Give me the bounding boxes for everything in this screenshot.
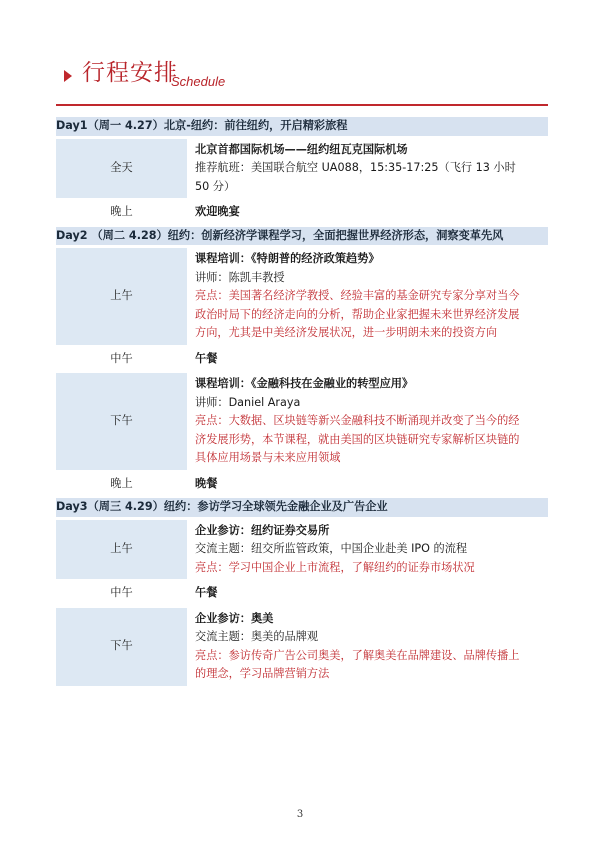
schedule-row xyxy=(56,582,548,605)
activity-detail: 讲师：Daniel Araya xyxy=(195,395,301,409)
activity-detail: 讲师：陈凯丰教授 xyxy=(195,270,285,284)
schedule-row xyxy=(56,348,548,371)
activity-detail: 推荐航班：美国联合航空 UA088，15:35-17:25（飞行 13 小时 xyxy=(195,161,516,174)
activity-cell xyxy=(187,608,548,686)
section-subtitle: Schedule xyxy=(171,74,226,89)
schedule-row xyxy=(56,608,548,686)
time-slot: 下午 xyxy=(56,373,187,470)
activity-title: 欢迎晚宴 xyxy=(195,205,240,218)
time-slot: 全天 xyxy=(56,139,187,199)
schedule-row xyxy=(56,139,548,199)
day-heading: Day1（周一 4.27）北京-纽约：前往纽约，开启精彩旅程 xyxy=(56,117,548,136)
activity-detail: 交流主题：奥美的品牌观 xyxy=(195,630,319,643)
activity-title: 企业参访：纽约证券交易所 xyxy=(195,523,330,537)
activity-title: 课程培训：《金融科技在金融业的转型应用》 xyxy=(195,377,414,390)
highlight-text: 政治时局下的经济走向的分析，帮助企业家把握未来世界经济发展 xyxy=(195,307,520,321)
activity-title: 午餐 xyxy=(195,351,218,365)
highlight-text: 亮点：参访传奇广告公司奥美，了解奥美在品牌建设、品牌传播上 xyxy=(195,648,520,662)
activity-cell xyxy=(187,582,548,605)
section-header xyxy=(64,58,544,94)
page-number: 3 xyxy=(296,809,304,820)
schedule-row xyxy=(56,473,548,496)
activity-title: 北京首都国际机场——纽约纽瓦克国际机场 xyxy=(195,142,408,156)
schedule-row xyxy=(56,520,548,580)
time-slot: 晚上 xyxy=(56,201,187,224)
activity-cell xyxy=(187,201,548,224)
activity-detail: 交流主题：纽交所监管政策，中国企业赴美 IPO 的流程 xyxy=(195,542,468,555)
highlight-text: 济发展形势，本节课程，就由美国的区块链研究专家解析区块链的 xyxy=(195,432,520,446)
activity-title: 课程培训：《特朗普的经济政策趋势》 xyxy=(195,252,380,265)
schedule-table xyxy=(56,114,548,689)
day-heading-row xyxy=(56,117,548,136)
header-divider xyxy=(56,104,548,106)
activity-cell xyxy=(187,373,548,470)
activity-cell xyxy=(187,248,548,345)
activity-detail: 50 分） xyxy=(195,179,236,193)
highlight-text: 亮点：美国著名经济学教授、经验丰富的基金研究专家分享对当今 xyxy=(195,289,520,302)
schedule-row xyxy=(56,373,548,470)
schedule-row xyxy=(56,201,548,224)
highlight-text: 的理念，学习品牌营销方法 xyxy=(195,667,330,680)
activity-cell xyxy=(187,348,548,371)
day-heading-row xyxy=(56,227,548,246)
highlight-text: 具体应用场景与未来应用领域 xyxy=(195,451,341,464)
activity-title: 晚餐 xyxy=(195,476,218,490)
time-slot: 中午 xyxy=(56,582,187,605)
highlight-text: 亮点：大数据、区块链等新兴金融科技不断涌现并改变了当今的经 xyxy=(195,414,520,427)
highlight-text: 亮点：学习中国企业上市流程，了解纽约的证券市场状况 xyxy=(195,560,475,574)
schedule-row xyxy=(56,248,548,345)
activity-cell xyxy=(187,520,548,580)
highlight-text: 方向，尤其是中美经济发展状况，进一步明朗未来的投资方向 xyxy=(195,326,498,339)
day-heading: Day3（周三 4.29）纽约：参访学习全球领先金融企业及广告企业 xyxy=(56,498,548,517)
day-heading-row xyxy=(56,498,548,517)
time-slot: 下午 xyxy=(56,608,187,686)
time-slot: 中午 xyxy=(56,348,187,371)
activity-title: 午餐 xyxy=(195,586,218,599)
day-heading: Day2 （周二 4.28）纽约：创新经济学课程学习，全面把握世界经济形态，洞察变革先风 xyxy=(56,227,548,246)
time-slot: 上午 xyxy=(56,520,187,580)
activity-cell xyxy=(187,473,548,496)
time-slot: 上午 xyxy=(56,248,187,345)
activity-title: 企业参访：奥美 xyxy=(195,611,274,625)
section-title: 行程安排 xyxy=(82,60,178,86)
triangle-bullet-icon xyxy=(64,70,72,82)
activity-cell xyxy=(187,139,548,199)
time-slot: 晚上 xyxy=(56,473,187,496)
